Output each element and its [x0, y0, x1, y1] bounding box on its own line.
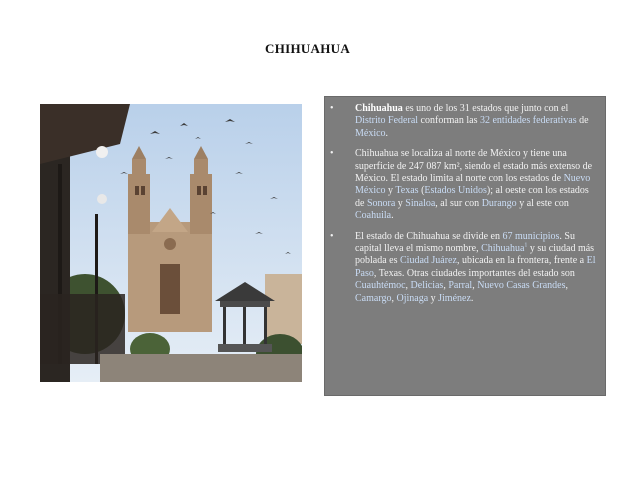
- link-camargo[interactable]: Camargo: [355, 292, 392, 304]
- link-cuauhtemoc[interactable]: Cuauhtémoc: [355, 280, 406, 292]
- link-jimenez[interactable]: Jiménez: [438, 292, 471, 304]
- link-parral[interactable]: Parral: [448, 280, 473, 292]
- link-distrito-federal[interactable]: Distrito Federal: [355, 115, 419, 127]
- link-sonora[interactable]: Sonora: [366, 197, 396, 209]
- link-texas[interactable]: Texas: [395, 185, 419, 197]
- link-durango[interactable]: Durango: [481, 197, 517, 209]
- link-entidades-federativas[interactable]: 32 entidades federativas: [479, 115, 577, 127]
- link-ojinaga[interactable]: Ojinaga: [396, 292, 429, 304]
- link-el-paso[interactable]: El Paso: [355, 255, 596, 279]
- info-panel: [324, 96, 606, 396]
- link-coahuila[interactable]: Coahuila: [355, 210, 392, 222]
- link-ciudad-juarez[interactable]: Ciudad Juárez: [400, 255, 457, 267]
- list-item: • El estado de Chihuahua se divide en 67 municipios. Su capital lleva el mismo nombre, Chihuahua$^1$ y su ciudad más poblada es Ciudad Juárez, ubicada en la frontera, frente a El Paso, Texas. Otras ciudades importantes del estado son Cuauhtémoc, Delicias, Parral, Nuevo Casas Grandes, Camargo, Ojinaga y Jiménez.: [330, 230, 596, 304]
- footnote-ref[interactable]: 1: [524, 242, 528, 249]
- link-nuevo-mexico[interactable]: Nuevo México: [355, 173, 591, 197]
- page-title: CHIHUAHUA: [265, 41, 351, 56]
- list-item: • Chihuahua se localiza al norte de México y tiene una superficie de 247 087 km², siendo el estado más extenso de México. El estado limita al norte con los estados de Nuevo México y Texas (Estados Unidos); al oeste con los estados de Sonora y Sinaloa, al sur con Durango y al este con Coahuila.: [330, 148, 593, 222]
- link-estados-unidos[interactable]: Estados Unidos: [424, 185, 487, 197]
- link-mexico[interactable]: México: [355, 127, 386, 139]
- link-nuevo-casas-grandes[interactable]: Nuevo Casas Grandes: [477, 280, 566, 292]
- link-delicias[interactable]: Delicias: [410, 280, 444, 292]
- cathedral-photo: [40, 104, 302, 382]
- link-sinaloa[interactable]: Sinaloa: [405, 197, 436, 209]
- link-chihuahua[interactable]: Chihuahua: [481, 243, 525, 255]
- link-67-municipios[interactable]: 67 municipios: [502, 230, 560, 242]
- list-item: • Chihuahua es uno de los 31 estados que junto con el Distrito Federal conforman las 32 entidades federativas de México.: [330, 103, 589, 139]
